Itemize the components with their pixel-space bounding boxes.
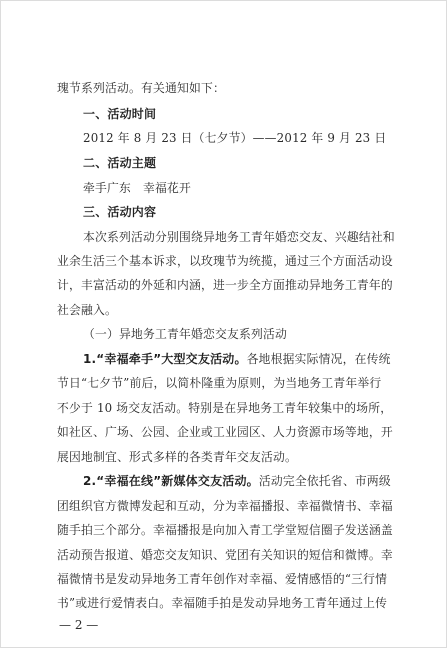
section-heading: 三、活动内容 (83, 205, 157, 219)
body-line: 活动预告报道、婚恋交友知识、党团有关知识的短信和微博。幸 (57, 548, 393, 562)
body-line: 业余生活三个基本诉求，以玫瑰节为统揽，通过三个方面活动设 (57, 254, 393, 268)
body-line: 节日“七夕节”前后，以简朴隆重为原则，为当地务工青年举行 (57, 376, 382, 390)
subsection-heading: （一）异地务工青年婚恋交友系列活动 (83, 327, 287, 341)
page-number: — 2 — (59, 618, 99, 632)
body-line: 本次系列活动分别围绕异地务工青年婚恋交友、兴趣结社和 (83, 230, 395, 244)
paragraph-lead: 1.“幸福牵手”大型交友活动。 (83, 352, 247, 366)
body-line: 随手拍三个部分。幸福播报是向加入青工学堂短信圈子发送涵盖 (57, 523, 393, 537)
paragraph-lead-rest: 活动完全依托省、市两级 (258, 474, 391, 488)
body-line: 牵手广东 幸福花开 (83, 181, 191, 195)
paragraph-lead-line (83, 352, 391, 366)
body-line: 团组织官方微博发起和互动，分为幸福播报、幸福微情书、幸福 (57, 499, 393, 513)
body-line: 社会融入。 (57, 303, 117, 317)
section-heading: 二、活动主题 (83, 156, 157, 170)
paragraph-lead-line (83, 474, 391, 488)
body-line: 2012 年 8 月 23 日（七夕节）——2012 年 9 月 23 日 (83, 131, 387, 145)
paragraph-lead: 2.“幸福在线”新媒体交友活动。 (83, 474, 259, 488)
body-line: 不少于 10 场交友活动。特别是在异地务工青年较集中的场所， (57, 401, 393, 415)
body-line: 计，丰富活动的外延和内涵，进一步全方面推动异地务工青年的 (57, 278, 393, 292)
section-heading: 一、活动时间 (83, 107, 157, 121)
body-line: 如社区、广场、公园、企业或工业园区、人力资源市场等地，开 (57, 425, 393, 439)
body-line: 展因地制宜、形式多样的各类青年交友活动。 (57, 450, 297, 464)
body-line: 瑰节系列活动。有关通知如下： (57, 81, 225, 95)
body-line: 福微情书是发动异地务工青年创作对幸福、爱情感悟的“三行情 (57, 572, 388, 586)
body-line: 书”或进行爱情表白。幸福随手拍是发动异地务工青年通过上传 (57, 596, 388, 610)
paragraph-lead-rest: 各地根据实际情况，在传统 (246, 352, 391, 366)
